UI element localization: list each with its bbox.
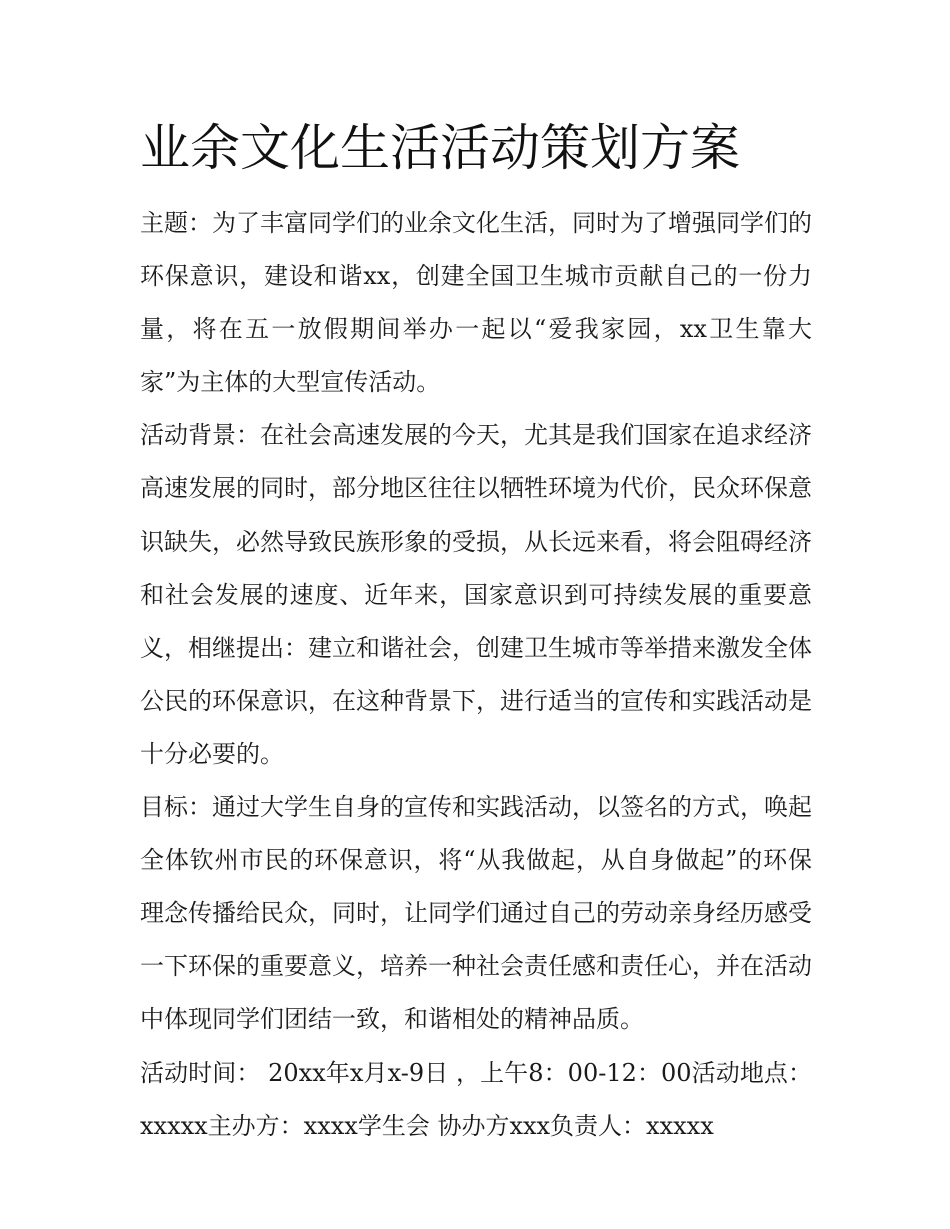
document-title: 业余文化生活活动策划方案 bbox=[140, 119, 740, 177]
document-body bbox=[140, 197, 812, 1153]
paragraph-goal: 目标：通过大学生自身的宣传和实践活动，以签名的方式，唤起全体钦州市民的环保意识，将“从我做起，从自身做起”的环保理念传播给民众，同时，让同学们通过自己的劳动亲身经历感受一下环保的重要意义，培养一种社会责任感和责任心，并在活动中体现同学们团结一致，和谐相处的精神品质。 bbox=[140, 793, 812, 1034]
paragraph-background: 活动背景：在社会高速发展的今天，尤其是我们国家在追求经济高速发展的同时，部分地区往往以牺牲环境为代价，民众环保意识缺失，必然导致民族形象的受损，从长远来看，将会阻碍经济和社会发展的速度、近年来，国家意识到可持续发展的重要意义，相继提出：建立和谐社会，创建卫生城市等举措来激发全体公民的环保意识，在这种背景下，进行适当的宣传和实践活动是十分必要的。 bbox=[140, 421, 812, 768]
paragraph-theme: 主题：为了丰富同学们的业余文化生活，同时为了增强同学们的环保意识，建设和谐xx，创建全国卫生城市贡献自己的一份力量，将在五一放假期间举办一起以“爱我家园，xx卫生靠大家”为主体的大型宣传活动。 bbox=[140, 209, 812, 397]
paragraph-time-location: 活动时间： 20xx年x月x-9日 ，上午8：00-12：00活动地点：xxxxx主办方：xxxx学生会 协办方xxx负责人：xxxxx bbox=[140, 1058, 812, 1140]
